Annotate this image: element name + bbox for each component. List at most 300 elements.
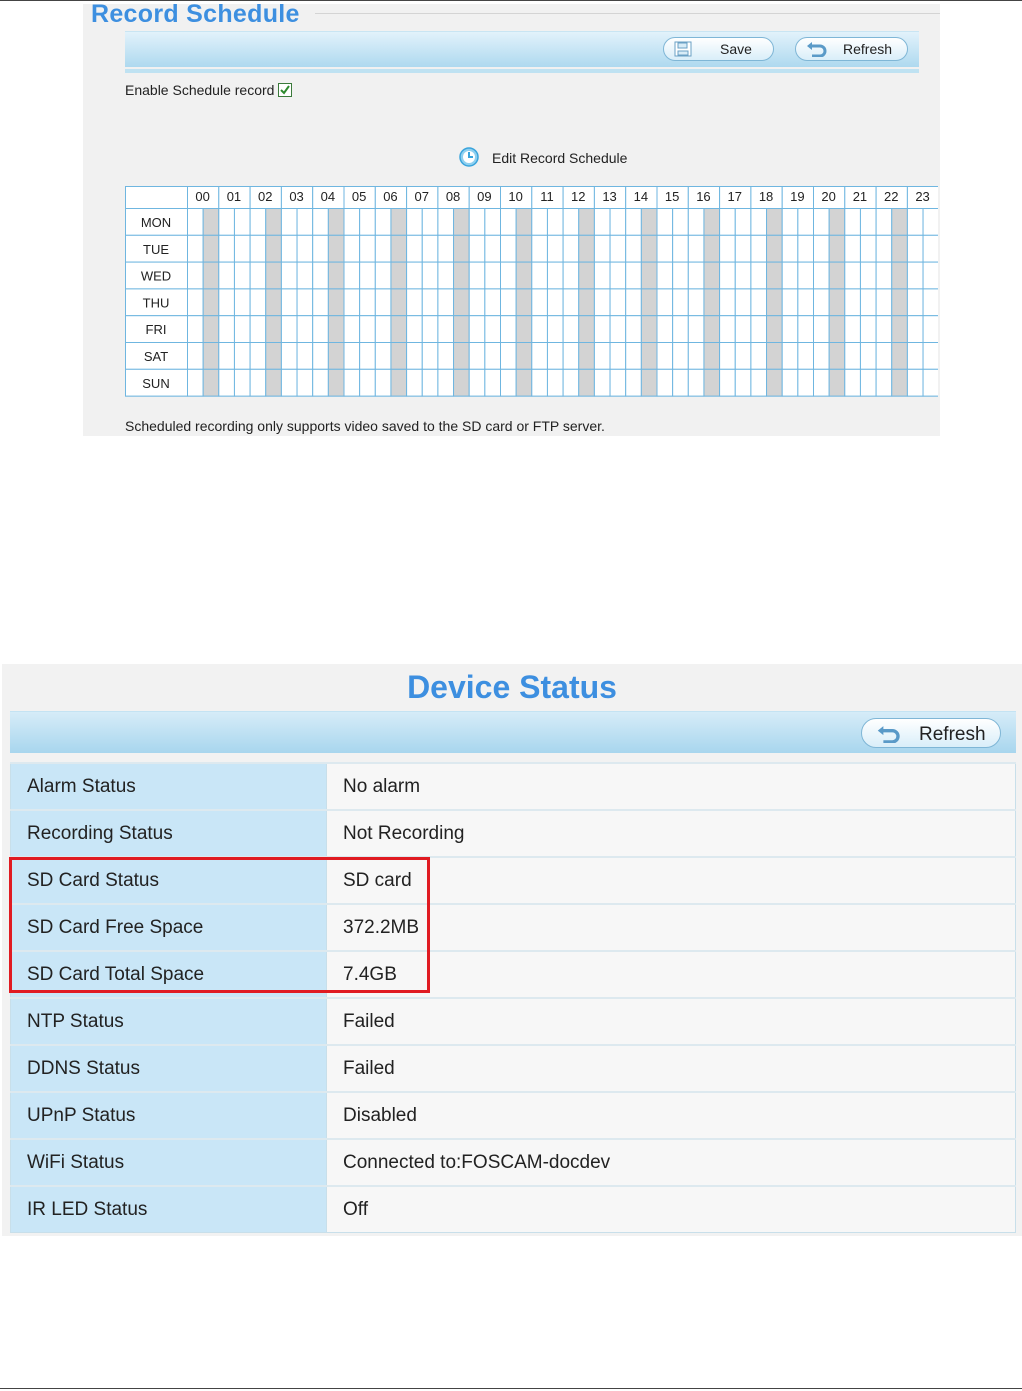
schedule-cell[interactable]	[516, 289, 532, 316]
schedule-cell[interactable]	[579, 289, 595, 316]
schedule-cell[interactable]	[814, 316, 830, 343]
schedule-cell[interactable]	[328, 316, 344, 343]
schedule-cell[interactable]	[391, 235, 407, 262]
schedule-cell[interactable]	[281, 316, 297, 343]
schedule-cell[interactable]	[579, 343, 595, 370]
schedule-cell[interactable]	[720, 316, 736, 343]
schedule-cell[interactable]	[735, 289, 751, 316]
schedule-cell[interactable]	[281, 209, 297, 236]
schedule-cell[interactable]	[547, 262, 563, 289]
schedule-cell[interactable]	[422, 262, 438, 289]
schedule-cell[interactable]	[610, 343, 626, 370]
schedule-cell[interactable]	[266, 262, 282, 289]
schedule-cell[interactable]	[485, 369, 501, 396]
schedule-cell[interactable]	[829, 262, 845, 289]
schedule-cell[interactable]	[735, 235, 751, 262]
schedule-cell[interactable]	[845, 316, 861, 343]
schedule-cell[interactable]	[188, 343, 204, 370]
schedule-cell[interactable]	[767, 209, 783, 236]
schedule-cell[interactable]	[751, 316, 767, 343]
schedule-cell[interactable]	[688, 235, 704, 262]
schedule-cell[interactable]	[907, 262, 923, 289]
schedule-cell[interactable]	[657, 262, 673, 289]
schedule-cell[interactable]	[281, 343, 297, 370]
schedule-cell[interactable]	[563, 262, 579, 289]
schedule-cell[interactable]	[297, 262, 313, 289]
schedule-cell[interactable]	[188, 209, 204, 236]
schedule-cell[interactable]	[360, 316, 376, 343]
schedule-cell[interactable]	[673, 343, 689, 370]
schedule-cell[interactable]	[907, 343, 923, 370]
schedule-cell[interactable]	[767, 289, 783, 316]
schedule-cell[interactable]	[626, 209, 642, 236]
schedule-cell[interactable]	[516, 209, 532, 236]
schedule-cell[interactable]	[610, 289, 626, 316]
schedule-cell[interactable]	[594, 369, 610, 396]
schedule-cell[interactable]	[657, 235, 673, 262]
schedule-cell[interactable]	[594, 209, 610, 236]
schedule-cell[interactable]	[626, 262, 642, 289]
schedule-cell[interactable]	[516, 235, 532, 262]
schedule-cell[interactable]	[234, 262, 250, 289]
schedule-cell[interactable]	[563, 369, 579, 396]
schedule-cell[interactable]	[501, 262, 517, 289]
schedule-cell[interactable]	[547, 209, 563, 236]
schedule-cell[interactable]	[454, 209, 470, 236]
schedule-cell[interactable]	[657, 316, 673, 343]
schedule-cell[interactable]	[688, 209, 704, 236]
schedule-cell[interactable]	[219, 262, 235, 289]
schedule-cell[interactable]	[297, 235, 313, 262]
schedule-cell[interactable]	[297, 369, 313, 396]
schedule-cell[interactable]	[767, 369, 783, 396]
schedule-cell[interactable]	[704, 289, 720, 316]
schedule-cell[interactable]	[782, 316, 798, 343]
schedule-cell[interactable]	[188, 289, 204, 316]
schedule-cell[interactable]	[907, 209, 923, 236]
schedule-cell[interactable]	[547, 235, 563, 262]
schedule-cell[interactable]	[923, 316, 938, 343]
schedule-cell[interactable]	[360, 289, 376, 316]
schedule-cell[interactable]	[516, 262, 532, 289]
schedule-cell[interactable]	[375, 316, 391, 343]
schedule-cell[interactable]	[313, 262, 329, 289]
schedule-cell[interactable]	[720, 235, 736, 262]
schedule-cell[interactable]	[438, 343, 454, 370]
schedule-cell[interactable]	[688, 369, 704, 396]
schedule-cell[interactable]	[798, 343, 814, 370]
schedule-cell[interactable]	[485, 343, 501, 370]
schedule-cell[interactable]	[547, 316, 563, 343]
schedule-cell[interactable]	[375, 369, 391, 396]
schedule-cell[interactable]	[391, 316, 407, 343]
schedule-cell[interactable]	[281, 262, 297, 289]
schedule-cell[interactable]	[907, 316, 923, 343]
schedule-cell[interactable]	[751, 209, 767, 236]
schedule-cell[interactable]	[563, 343, 579, 370]
schedule-cell[interactable]	[688, 262, 704, 289]
schedule-cell[interactable]	[923, 369, 938, 396]
schedule-cell[interactable]	[907, 369, 923, 396]
schedule-cell[interactable]	[735, 209, 751, 236]
schedule-cell[interactable]	[876, 343, 892, 370]
schedule-cell[interactable]	[203, 289, 219, 316]
schedule-cell[interactable]	[344, 369, 360, 396]
schedule-cell[interactable]	[234, 343, 250, 370]
schedule-cell[interactable]	[469, 369, 485, 396]
schedule-cell[interactable]	[892, 343, 908, 370]
schedule-cell[interactable]	[641, 235, 657, 262]
schedule-cell[interactable]	[234, 289, 250, 316]
schedule-cell[interactable]	[375, 235, 391, 262]
schedule-cell[interactable]	[657, 369, 673, 396]
schedule-cell[interactable]	[892, 262, 908, 289]
schedule-cell[interactable]	[469, 316, 485, 343]
schedule-cell[interactable]	[626, 343, 642, 370]
schedule-cell[interactable]	[250, 369, 266, 396]
schedule-cell[interactable]	[266, 316, 282, 343]
save-button[interactable]	[663, 37, 774, 61]
schedule-cell[interactable]	[360, 343, 376, 370]
schedule-cell[interactable]	[532, 289, 548, 316]
schedule-cell[interactable]	[532, 209, 548, 236]
schedule-cell[interactable]	[704, 369, 720, 396]
schedule-cell[interactable]	[641, 289, 657, 316]
schedule-cell[interactable]	[516, 316, 532, 343]
schedule-cell[interactable]	[454, 289, 470, 316]
schedule-cell[interactable]	[422, 289, 438, 316]
schedule-cell[interactable]	[219, 369, 235, 396]
schedule-cell[interactable]	[328, 262, 344, 289]
schedule-cell[interactable]	[328, 289, 344, 316]
schedule-cell[interactable]	[626, 235, 642, 262]
refresh-button[interactable]	[795, 37, 908, 61]
schedule-cell[interactable]	[923, 235, 938, 262]
schedule-cell[interactable]	[814, 289, 830, 316]
schedule-cell[interactable]	[923, 289, 938, 316]
schedule-cell[interactable]	[673, 289, 689, 316]
schedule-cell[interactable]	[892, 316, 908, 343]
schedule-cell[interactable]	[391, 343, 407, 370]
schedule-cell[interactable]	[641, 316, 657, 343]
schedule-cell[interactable]	[438, 289, 454, 316]
schedule-cell[interactable]	[845, 343, 861, 370]
schedule-cell[interactable]	[829, 369, 845, 396]
schedule-cell[interactable]	[360, 369, 376, 396]
schedule-cell[interactable]	[532, 343, 548, 370]
schedule-cell[interactable]	[579, 209, 595, 236]
schedule-cell[interactable]	[501, 209, 517, 236]
schedule-cell[interactable]	[704, 235, 720, 262]
schedule-cell[interactable]	[407, 209, 423, 236]
schedule-cell[interactable]	[814, 262, 830, 289]
schedule-cell[interactable]	[594, 289, 610, 316]
schedule-cell[interactable]	[469, 343, 485, 370]
schedule-cell[interactable]	[798, 235, 814, 262]
schedule-cell[interactable]	[704, 343, 720, 370]
schedule-cell[interactable]	[876, 262, 892, 289]
schedule-cell[interactable]	[845, 235, 861, 262]
schedule-cell[interactable]	[438, 262, 454, 289]
schedule-cell[interactable]	[720, 289, 736, 316]
schedule-cell[interactable]	[641, 343, 657, 370]
schedule-cell[interactable]	[735, 343, 751, 370]
schedule-cell[interactable]	[829, 289, 845, 316]
schedule-cell[interactable]	[485, 235, 501, 262]
schedule-cell[interactable]	[547, 343, 563, 370]
schedule-cell[interactable]	[485, 209, 501, 236]
schedule-cell[interactable]	[767, 262, 783, 289]
schedule-cell[interactable]	[188, 369, 204, 396]
schedule-cell[interactable]	[688, 289, 704, 316]
schedule-cell[interactable]	[892, 289, 908, 316]
schedule-cell[interactable]	[297, 343, 313, 370]
schedule-cell[interactable]	[923, 209, 938, 236]
schedule-cell[interactable]	[782, 369, 798, 396]
schedule-cell[interactable]	[829, 235, 845, 262]
schedule-cell[interactable]	[720, 209, 736, 236]
schedule-cell[interactable]	[876, 235, 892, 262]
schedule-cell[interactable]	[203, 369, 219, 396]
schedule-cell[interactable]	[219, 235, 235, 262]
schedule-cell[interactable]	[391, 289, 407, 316]
schedule-cell[interactable]	[516, 369, 532, 396]
schedule-cell[interactable]	[767, 316, 783, 343]
schedule-cell[interactable]	[782, 235, 798, 262]
schedule-cell[interactable]	[845, 369, 861, 396]
schedule-cell[interactable]	[219, 343, 235, 370]
schedule-cell[interactable]	[454, 369, 470, 396]
schedule-cell[interactable]	[610, 262, 626, 289]
schedule-cell[interactable]	[610, 209, 626, 236]
schedule-cell[interactable]	[751, 262, 767, 289]
schedule-cell[interactable]	[892, 369, 908, 396]
schedule-cell[interactable]	[360, 262, 376, 289]
schedule-cell[interactable]	[532, 316, 548, 343]
schedule-cell[interactable]	[720, 262, 736, 289]
schedule-cell[interactable]	[344, 209, 360, 236]
schedule-cell[interactable]	[250, 235, 266, 262]
schedule-cell[interactable]	[266, 289, 282, 316]
schedule-cell[interactable]	[907, 289, 923, 316]
schedule-cell[interactable]	[641, 262, 657, 289]
schedule-cell[interactable]	[563, 235, 579, 262]
schedule-cell[interactable]	[547, 369, 563, 396]
schedule-cell[interactable]	[860, 209, 876, 236]
schedule-cell[interactable]	[860, 343, 876, 370]
schedule-cell[interactable]	[266, 235, 282, 262]
schedule-cell[interactable]	[829, 343, 845, 370]
schedule-cell[interactable]	[516, 343, 532, 370]
schedule-cell[interactable]	[250, 343, 266, 370]
schedule-cell[interactable]	[250, 316, 266, 343]
schedule-cell[interactable]	[579, 235, 595, 262]
schedule-cell[interactable]	[767, 235, 783, 262]
schedule-cell[interactable]	[454, 235, 470, 262]
schedule-cell[interactable]	[579, 316, 595, 343]
schedule-cell[interactable]	[579, 262, 595, 289]
schedule-cell[interactable]	[501, 369, 517, 396]
schedule-cell[interactable]	[375, 209, 391, 236]
schedule-cell[interactable]	[360, 209, 376, 236]
schedule-cell[interactable]	[501, 289, 517, 316]
schedule-cell[interactable]	[344, 262, 360, 289]
schedule-cell[interactable]	[673, 369, 689, 396]
schedule-cell[interactable]	[344, 316, 360, 343]
schedule-cell[interactable]	[391, 209, 407, 236]
schedule-cell[interactable]	[203, 209, 219, 236]
schedule-cell[interactable]	[845, 289, 861, 316]
schedule-cell[interactable]	[657, 343, 673, 370]
schedule-cell[interactable]	[422, 316, 438, 343]
schedule-cell[interactable]	[860, 316, 876, 343]
schedule-cell[interactable]	[594, 343, 610, 370]
schedule-cell[interactable]	[594, 316, 610, 343]
schedule-cell[interactable]	[469, 209, 485, 236]
schedule-cell[interactable]	[860, 235, 876, 262]
schedule-cell[interactable]	[673, 209, 689, 236]
schedule-cell[interactable]	[735, 369, 751, 396]
schedule-cell[interactable]	[532, 235, 548, 262]
schedule-cell[interactable]	[563, 316, 579, 343]
schedule-cell[interactable]	[266, 209, 282, 236]
schedule-cell[interactable]	[782, 289, 798, 316]
schedule-cell[interactable]	[219, 209, 235, 236]
schedule-cell[interactable]	[297, 209, 313, 236]
enable-schedule-checkbox[interactable]	[278, 83, 292, 97]
schedule-cell[interactable]	[344, 343, 360, 370]
schedule-cell[interactable]	[860, 289, 876, 316]
schedule-cell[interactable]	[407, 289, 423, 316]
schedule-cell[interactable]	[704, 209, 720, 236]
schedule-cell[interactable]	[798, 369, 814, 396]
schedule-cell[interactable]	[407, 316, 423, 343]
schedule-cell[interactable]	[203, 262, 219, 289]
schedule-cell[interactable]	[782, 262, 798, 289]
schedule-cell[interactable]	[704, 262, 720, 289]
schedule-cell[interactable]	[485, 316, 501, 343]
schedule-cell[interactable]	[422, 369, 438, 396]
schedule-cell[interactable]	[532, 369, 548, 396]
schedule-cell[interactable]	[751, 289, 767, 316]
schedule-cell[interactable]	[501, 316, 517, 343]
schedule-cell[interactable]	[688, 316, 704, 343]
schedule-cell[interactable]	[266, 369, 282, 396]
schedule-cell[interactable]	[485, 289, 501, 316]
schedule-cell[interactable]	[422, 343, 438, 370]
schedule-cell[interactable]	[297, 316, 313, 343]
schedule-cell[interactable]	[188, 235, 204, 262]
schedule-cell[interactable]	[798, 209, 814, 236]
schedule-cell[interactable]	[313, 343, 329, 370]
schedule-cell[interactable]	[313, 235, 329, 262]
schedule-cell[interactable]	[751, 343, 767, 370]
schedule-cell[interactable]	[375, 289, 391, 316]
schedule-cell[interactable]	[203, 343, 219, 370]
schedule-cell[interactable]	[814, 235, 830, 262]
schedule-cell[interactable]	[688, 343, 704, 370]
schedule-cell[interactable]	[876, 316, 892, 343]
schedule-cell[interactable]	[673, 262, 689, 289]
schedule-cell[interactable]	[266, 343, 282, 370]
schedule-cell[interactable]	[532, 262, 548, 289]
schedule-cell[interactable]	[313, 369, 329, 396]
schedule-cell[interactable]	[892, 235, 908, 262]
schedule-cell[interactable]	[328, 235, 344, 262]
schedule-cell[interactable]	[798, 262, 814, 289]
schedule-cell[interactable]	[814, 369, 830, 396]
schedule-cell[interactable]	[860, 369, 876, 396]
schedule-cell[interactable]	[860, 262, 876, 289]
schedule-cell[interactable]	[657, 289, 673, 316]
schedule-cell[interactable]	[814, 209, 830, 236]
schedule-cell[interactable]	[876, 209, 892, 236]
schedule-cell[interactable]	[798, 316, 814, 343]
schedule-cell[interactable]	[407, 235, 423, 262]
schedule-cell[interactable]	[328, 343, 344, 370]
schedule-cell[interactable]	[407, 262, 423, 289]
schedule-cell[interactable]	[375, 262, 391, 289]
schedule-cell[interactable]	[782, 209, 798, 236]
schedule-cell[interactable]	[250, 209, 266, 236]
schedule-cell[interactable]	[234, 209, 250, 236]
schedule-cell[interactable]	[563, 209, 579, 236]
schedule-cell[interactable]	[814, 343, 830, 370]
schedule-cell[interactable]	[610, 369, 626, 396]
schedule-cell[interactable]	[626, 369, 642, 396]
schedule-cell[interactable]	[234, 235, 250, 262]
schedule-cell[interactable]	[438, 209, 454, 236]
schedule-cell[interactable]	[391, 369, 407, 396]
schedule-cell[interactable]	[876, 369, 892, 396]
schedule-cell[interactable]	[626, 316, 642, 343]
schedule-cell[interactable]	[469, 289, 485, 316]
schedule-cell[interactable]	[454, 316, 470, 343]
schedule-cell[interactable]	[438, 316, 454, 343]
schedule-cell[interactable]	[845, 209, 861, 236]
schedule-cell[interactable]	[250, 289, 266, 316]
schedule-cell[interactable]	[360, 235, 376, 262]
schedule-cell[interactable]	[798, 289, 814, 316]
schedule-cell[interactable]	[751, 235, 767, 262]
schedule-cell[interactable]	[501, 235, 517, 262]
schedule-cell[interactable]	[234, 369, 250, 396]
schedule-cell[interactable]	[610, 235, 626, 262]
schedule-cell[interactable]	[469, 235, 485, 262]
schedule-cell[interactable]	[641, 369, 657, 396]
schedule-cell[interactable]	[188, 262, 204, 289]
schedule-cell[interactable]	[407, 343, 423, 370]
schedule-cell[interactable]	[907, 235, 923, 262]
schedule-cell[interactable]	[720, 343, 736, 370]
schedule-cell[interactable]	[735, 316, 751, 343]
schedule-cell[interactable]	[892, 209, 908, 236]
schedule-cell[interactable]	[375, 343, 391, 370]
schedule-cell[interactable]	[328, 369, 344, 396]
schedule-cell[interactable]	[313, 289, 329, 316]
schedule-cell[interactable]	[454, 262, 470, 289]
schedule-cell[interactable]	[704, 316, 720, 343]
schedule-cell[interactable]	[735, 262, 751, 289]
schedule-cell[interactable]	[673, 235, 689, 262]
schedule-cell[interactable]	[782, 343, 798, 370]
schedule-cell[interactable]	[188, 316, 204, 343]
schedule-cell[interactable]	[219, 289, 235, 316]
schedule-cell[interactable]	[250, 262, 266, 289]
schedule-cell[interactable]	[281, 369, 297, 396]
schedule-cell[interactable]	[485, 262, 501, 289]
schedule-cell[interactable]	[281, 235, 297, 262]
